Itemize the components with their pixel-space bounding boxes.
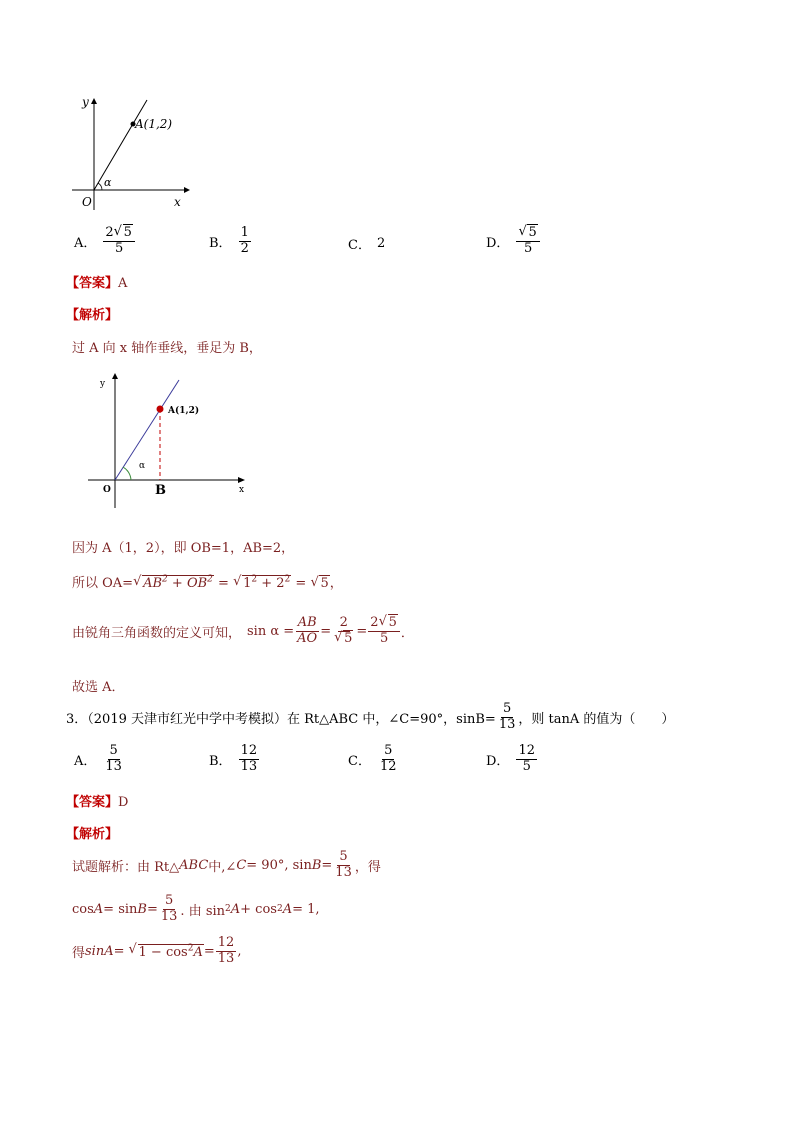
q2-line-3: 所以 OA=√ $AB^2 + OB^2$ = √ $1^2 + 2^2$ = √ 5， xyxy=(72,572,343,591)
x-label: x xyxy=(239,485,245,495)
foot-b-label: B xyxy=(155,483,166,498)
ray-oa xyxy=(115,380,179,480)
q3-stem: 3．（2019 天津市红光中学中考模拟）在 Rt△ABC 中，∠C=90°，sinB= $\frac{5}{13}$ ，则 tanA 的值为（ ） xyxy=(66,701,675,732)
alpha-label: α xyxy=(139,461,146,471)
option-b-label: B． xyxy=(209,235,232,251)
point-a-label: A(1,2) xyxy=(135,117,173,131)
q3-answer: 【答案】D xyxy=(66,795,129,810)
answer-bracket: 【答案】 xyxy=(66,276,119,291)
q3-solution-line-1: 试题解析：由 Rt△ ABC 中,∠ C = 90°, sin B = $\frac{5}{13}$ ，得 xyxy=(72,849,381,880)
q2-answer xyxy=(66,272,127,291)
origin-label: O xyxy=(82,195,92,209)
q2-option-b xyxy=(209,226,252,257)
option-c-label: C． xyxy=(348,238,371,253)
point-a xyxy=(157,406,164,413)
q2-line-5: 故选 A． xyxy=(72,680,125,695)
alpha-label: α xyxy=(104,176,112,189)
x-label: x xyxy=(174,195,181,209)
q3-solution-line-3: 得 sinA = √ $1 - \cos^2A$ = $\frac{12}{13}$ , xyxy=(72,936,241,967)
angle-arc xyxy=(98,183,102,190)
option-c-value: 2 xyxy=(376,236,386,251)
option-a-label: A． xyxy=(74,235,97,251)
point-a-label: A(1,2) xyxy=(168,406,200,416)
option-d-label: D． xyxy=(486,235,510,251)
coordinate-figure-2 xyxy=(88,370,258,512)
q2-line-4: 由锐角三角函数的定义可知， sin α = $\frac{AB}{AO}$ = 2 √ 5 = $\frac{2√ 5}{5}$ ． xyxy=(72,616,414,647)
answer-value: A xyxy=(118,276,128,291)
y-axis-arrow xyxy=(112,373,118,379)
option-d-fraction: √ $\frac{5}{5}$ xyxy=(516,226,539,257)
origin-label: O xyxy=(103,485,111,495)
y-label: y xyxy=(82,95,89,109)
x-axis-arrow xyxy=(184,187,190,193)
q2-option-d xyxy=(486,226,541,257)
q3-option-d: D． $\frac{12}{5}$ xyxy=(486,743,535,774)
x-axis-arrow xyxy=(238,477,245,483)
y-label: y xyxy=(100,379,106,389)
q3-option-c: C． $\frac{5}{12}$ xyxy=(348,743,397,774)
y-axis-arrow xyxy=(91,98,97,104)
option-a-fraction: $\frac{2√ 5}{5}$ xyxy=(103,226,135,257)
q3-solution-line-2: cos A = sin B = $\frac{5}{13}$ . 由 sin 2 A + cos 2 A = 1, xyxy=(72,893,320,924)
q2-option-a xyxy=(74,226,136,257)
q2-option-c xyxy=(348,234,385,253)
option-b-fraction: $\frac{1}{2}$ xyxy=(240,225,249,256)
q2-analysis-label: 【解析】 xyxy=(66,308,119,323)
coordinate-figure-1 xyxy=(68,94,198,214)
ray-oa xyxy=(94,100,147,190)
q2-line-1: 过 A 向 x 轴作垂线，垂足为 B， xyxy=(72,341,262,356)
q3-option-b: B． $\frac{12}{13}$ xyxy=(209,743,258,774)
q2-line-2: 因为 A（1，2），即 OB=1，AB=2， xyxy=(72,541,295,556)
angle-arc xyxy=(123,467,131,480)
q3-analysis-label: 【解析】 xyxy=(66,827,119,842)
q3-option-a: A． $\frac{5}{13}$ xyxy=(74,743,122,774)
